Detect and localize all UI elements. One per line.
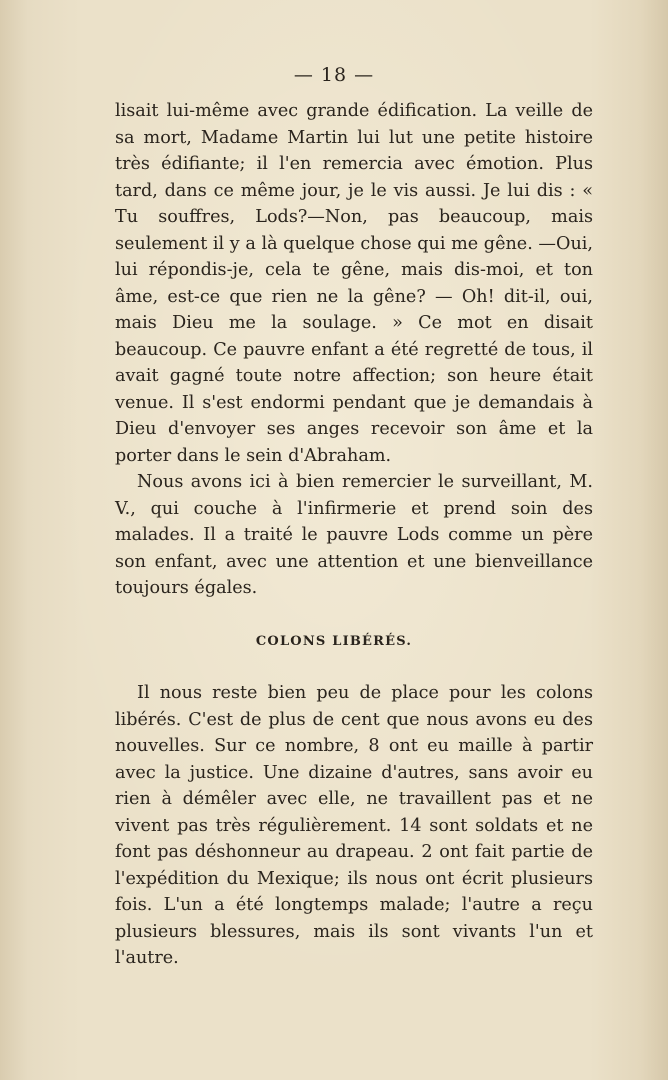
text-block-bottom xyxy=(115,680,593,972)
page-number: — 18 — xyxy=(293,64,375,86)
paragraph-colons-liberes: Il nous reste bien peu de place pour les colons libérés. C'est de plus de cent que nous avons eu des nouvelles. Sur ce nombre, 8 ont eu maille à partir avec la justice. Une dizaine d'autres, sans avoir eu rien à démêler avec elle, ne travaillent pas et ne vivent pas très régulièrement. 14 sont soldats et ne font pas déshonneur au drapeau. 2 ont fait partie de l'expédition du Mexique; ils nous ont écrit plusieurs fois. L'un a été longtemps malade; l'autre a reçu plusieurs blessures, mais ils sont vivants l'un et l'autre. xyxy=(115,683,593,968)
paragraph-surveillant: Nous avons ici à bien remercier le surveillant, M. V., qui couche à l'infirmerie et prend soin des malades. Il a traité le pauvre Lods comme un père son enfant, avec une attention et une bienveillance toujours égales. xyxy=(115,472,593,598)
paragraph-lods-death: lisait lui-même avec grande édification. La veille de sa mort, Madame Martin lui lut une petite histoire très édifiante; il l'en remercia avec émotion. Plus tard, dans ce même jour, je le vis aussi. Je lui dis : « Tu souffres, Lods?—Non, pas beaucoup, mais seulement il y a là quelque chose qui me gêne. —Oui, lui répondis-je, cela te gêne, mais dis-moi, et ton âme, est-ce que rien ne la gêne? — Oh! dit-il, oui, mais Dieu me la soulage. » Ce mot en disait beaucoup. Ce pauvre enfant a été regretté de tous, il avait gagné toute notre affection; son heure était venue. Il s'est endormi pendant que je demandais à Dieu d'envoyer ses anges recevoir son âme et la porter dans le sein d'Abraham. xyxy=(115,101,593,466)
text-block-top xyxy=(115,98,593,602)
section-heading: COLONS LIBÉRÉS. xyxy=(255,634,413,649)
